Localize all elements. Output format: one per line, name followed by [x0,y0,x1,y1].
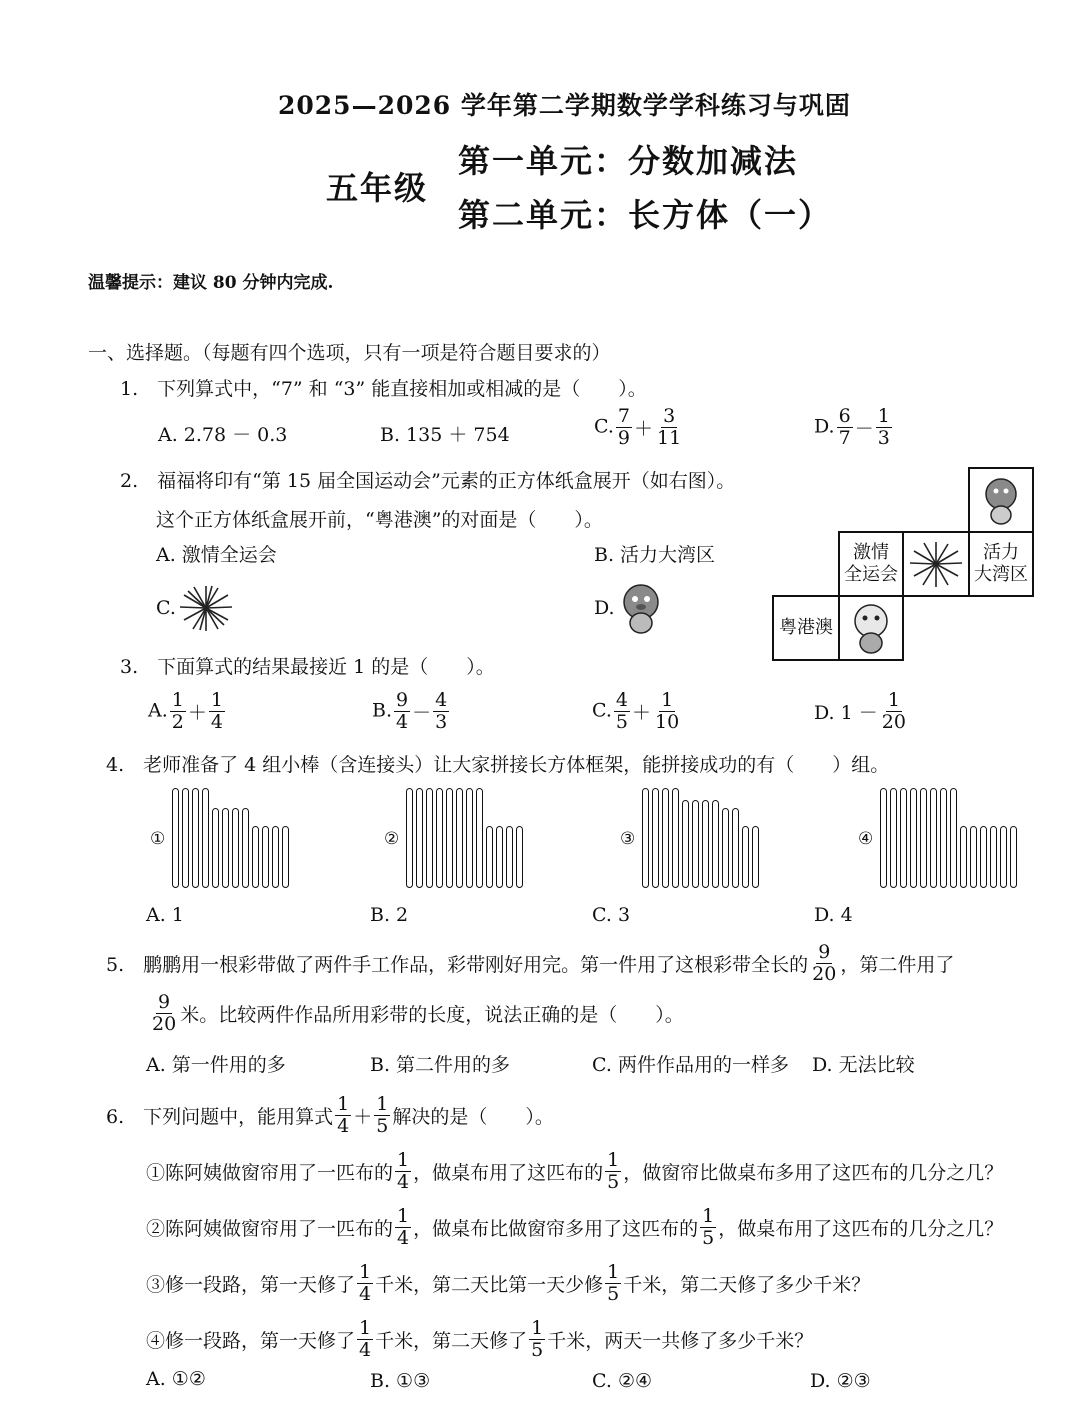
group-4-label: ④ [858,829,874,849]
stick [416,788,423,888]
unit-two-title: 第二单元：长方体（一） [458,196,833,234]
page-title: 2025—2026 学年第二学期数学学科练习与巩固 [278,91,851,120]
option-label: C. [594,415,614,438]
stick [262,826,269,888]
question-4-text: 4. 老师准备了 4 组小棒（含连接头）让大家拼接长方体框架，能拼接成功的有（ ）组。 [106,754,890,776]
stick [742,826,749,888]
q6-item-1: ①陈阿姨做窗帘用了一匹布的 $\frac{1}{4}$ ，做桌布用了这匹布的 $\frac{1}{5}$ ，做窗帘比做桌布多用了这匹布的几分之几？ [146,1149,1004,1193]
q5-option-b[interactable]: B. 第二件用的多 [370,1054,511,1076]
stick [672,788,679,888]
mascot-icon [981,473,1021,527]
net-face-sunburst [902,531,970,597]
stick [930,788,937,888]
question-2-text: 2. 福福将印有“第 15 届全国运动会”元素的正方体纸盒展开（如右图）。 [120,470,736,492]
fraction: $\frac{1}{4}$ [337,1093,350,1137]
q5-option-a[interactable]: A. 第一件用的多 [146,1054,286,1076]
fraction: $\frac{9}{20}$ [812,941,837,985]
stick [900,788,907,888]
fraction: $\frac{1}{4}$ [210,689,223,733]
stick [920,788,927,888]
grade-label: 五年级 [326,169,429,207]
stick [506,826,513,888]
stick [222,808,229,888]
sunburst-logo-icon [908,539,964,589]
q6-option-d[interactable]: D. ②③ [810,1370,871,1392]
stick [1010,826,1017,888]
stick [722,808,729,888]
net-face-mascot-bottom [838,595,904,661]
stick [712,800,719,888]
stick-group-4 [880,788,1017,888]
group-1-label: ① [150,829,166,849]
net-face-vitality: 活力 大湾区 [968,531,1034,597]
fraction: $\frac{1}{5}$ [607,1149,620,1193]
stick [172,788,179,888]
fraction: $\frac{1}{4}$ [359,1317,372,1361]
q5-option-d[interactable]: D. 无法比较 [812,1054,915,1076]
stick [910,788,917,888]
q6-option-b[interactable]: B. ①③ [370,1370,431,1392]
q2-option-d[interactable] [594,597,615,619]
option-label: D. 1 － [814,702,878,724]
q1-option-d[interactable]: D. $\frac{6}{7}$ － $\frac{1}{3}$ [814,405,890,449]
stick [516,826,523,888]
q2-option-c[interactable] [156,597,176,619]
stick [436,788,443,888]
mascot-icon [620,580,662,636]
q4-option-d[interactable]: D. 4 [814,904,853,926]
fraction: $\frac{4}{3}$ [435,689,448,733]
q3-option-a[interactable]: A. $\frac{1}{2}$ ＋ $\frac{1}{4}$ [148,689,223,733]
fraction: $\frac{7}{9}$ [617,405,630,449]
group-2-label: ② [384,829,400,849]
net-face-gba: 粤港澳 [772,595,840,661]
fraction: $\frac{1}{4}$ [359,1261,372,1305]
stick [252,826,259,888]
stick [1000,826,1007,888]
stick-group-2 [406,788,523,888]
option-label: D. [594,597,615,619]
q4-option-b[interactable]: B. 2 [370,904,409,926]
question-5-text: 5. 鹏鹏用一根彩带做了两件手工作品，彩带刚好用完。第一件用了这根彩带全长的 $\frac{9}{20}$ ，第二件用了 [106,941,955,985]
stick [272,826,279,888]
question-2-text-line2: 这个正方体纸盒展开前，“粤港澳”的对面是（ ）。 [156,509,603,531]
fraction: $\frac{1}{5}$ [607,1261,620,1305]
fraction: $\frac{6}{7}$ [838,405,851,449]
stick [202,788,209,888]
tip-text: 温馨提示：建议 80 分钟内完成. [88,273,334,293]
stick [426,788,433,888]
question-3-text: 3. 下面算式的结果最接近 1 的是（ ）。 [120,656,495,678]
stick [446,788,453,888]
unit-one-title: 第一单元：分数加减法 [458,142,799,180]
stick [682,800,689,888]
net-face-mascot-top [968,467,1034,533]
q6-item-4: ④修一段路，第一天修了 $\frac{1}{4}$ 千米，第二天修了 $\frac{1}{5}$ 千米，两天一共修了多少千米？ [146,1317,814,1361]
stick [282,826,289,888]
fraction: $\frac{9}{20}$ [152,991,177,1035]
option-label: B. [372,699,393,722]
q5-option-c[interactable]: C. 两件作品用的一样多 [592,1054,789,1076]
stick [192,788,199,888]
q1-option-a[interactable]: A. 2.78 － 0.3 [158,424,288,446]
question-6-text: 6. 下列问题中，能用算式 $\frac{1}{4}$ ＋ $\frac{1}{5}$ 解决的是（ ）。 [106,1093,554,1137]
stick [970,826,977,888]
q6-item-2: ②陈阿姨做窗帘用了一匹布的 $\frac{1}{4}$ ，做桌布比做窗帘多用了这匹布的 $\frac{1}{5}$ ，做桌布用了这匹布的几分之几？ [146,1205,1004,1249]
stick [940,788,947,888]
stick [752,826,759,888]
q4-option-c[interactable]: C. 3 [592,904,631,926]
stick [486,826,493,888]
stick-group-1 [172,788,289,888]
fraction: $\frac{1}{4}$ [397,1205,410,1249]
stick [232,808,239,888]
q2-option-a[interactable]: A. 激情全运会 [156,544,277,566]
stick [702,800,709,888]
q3-option-d[interactable] [814,690,910,733]
stick [980,826,987,888]
stick [880,788,887,888]
stick [732,808,739,888]
option-label: C. [592,699,612,722]
section-heading: 一、选择题。（每题有四个选项，只有一项是符合题目要求的） [88,342,611,364]
stick [642,788,649,888]
fraction: $\frac{9}{4}$ [396,689,409,733]
question-5-text-line2: $\frac{9}{20}$ 米。比较两件作品所用彩带的长度，说法正确的是（ ）。 [152,991,684,1035]
stick [182,788,189,888]
stick [456,788,463,888]
fraction: $\frac{1}{5}$ [531,1317,544,1361]
question-1-text: 1. 下列算式中，“7” 和 “3” 能直接相加或相减的是（ ）。 [120,378,647,400]
stick-group-3 [642,788,759,888]
stick [950,788,957,888]
fraction: $\frac{3}{11}$ [657,405,682,449]
option-label: D. [814,415,835,438]
stick [662,788,669,888]
fraction: $\frac{1}{4}$ [397,1149,410,1193]
q3-option-b[interactable]: B. $\frac{9}{4}$ － $\frac{4}{3}$ [372,689,448,733]
stick [466,788,473,888]
fraction: $\frac{1}{2}$ [171,689,184,733]
fraction: $\frac{1}{3}$ [877,405,890,449]
q6-item-3: ③修一段路，第一天修了 $\frac{1}{4}$ 千米，第二天比第一天少修 $\frac{1}{5}$ 千米，第二天修了多少千米？ [146,1261,871,1305]
stick [476,788,483,888]
stick [890,788,897,888]
stick [242,808,249,888]
net-face-passion: 激情 全运会 [838,531,904,597]
stick [692,800,699,888]
fraction: $\frac{1}{20}$ [881,689,906,733]
group-3-label: ③ [620,829,636,849]
fraction: $\frac{1}{10}$ [655,689,680,733]
stick [990,826,997,888]
stick [212,808,219,888]
stick [960,826,967,888]
q6-option-a[interactable]: A. ①② [146,1368,206,1390]
stick [406,788,413,888]
option-label: A. [148,699,168,722]
mascot-icon [849,600,893,656]
stick [496,826,503,888]
q2-option-b[interactable]: B. 活力大湾区 [594,544,716,566]
sunburst-logo-icon [178,583,234,633]
q1-option-b[interactable]: B. 135 ＋ 754 [380,424,510,446]
option-label: C. [156,597,176,619]
stick [652,788,659,888]
fraction: $\frac{1}{5}$ [702,1205,715,1249]
q4-option-a[interactable]: A. 1 [146,904,184,926]
q3-option-c[interactable]: C. $\frac{4}{5}$ ＋ $\frac{1}{10}$ [592,689,680,733]
q1-option-c[interactable]: C. $\frac{7}{9}$ ＋ $\frac{3}{11}$ [594,405,682,449]
fraction: $\frac{1}{5}$ [376,1093,389,1137]
fraction: $\frac{4}{5}$ [615,689,628,733]
q6-option-c[interactable]: C. ②④ [592,1370,653,1392]
